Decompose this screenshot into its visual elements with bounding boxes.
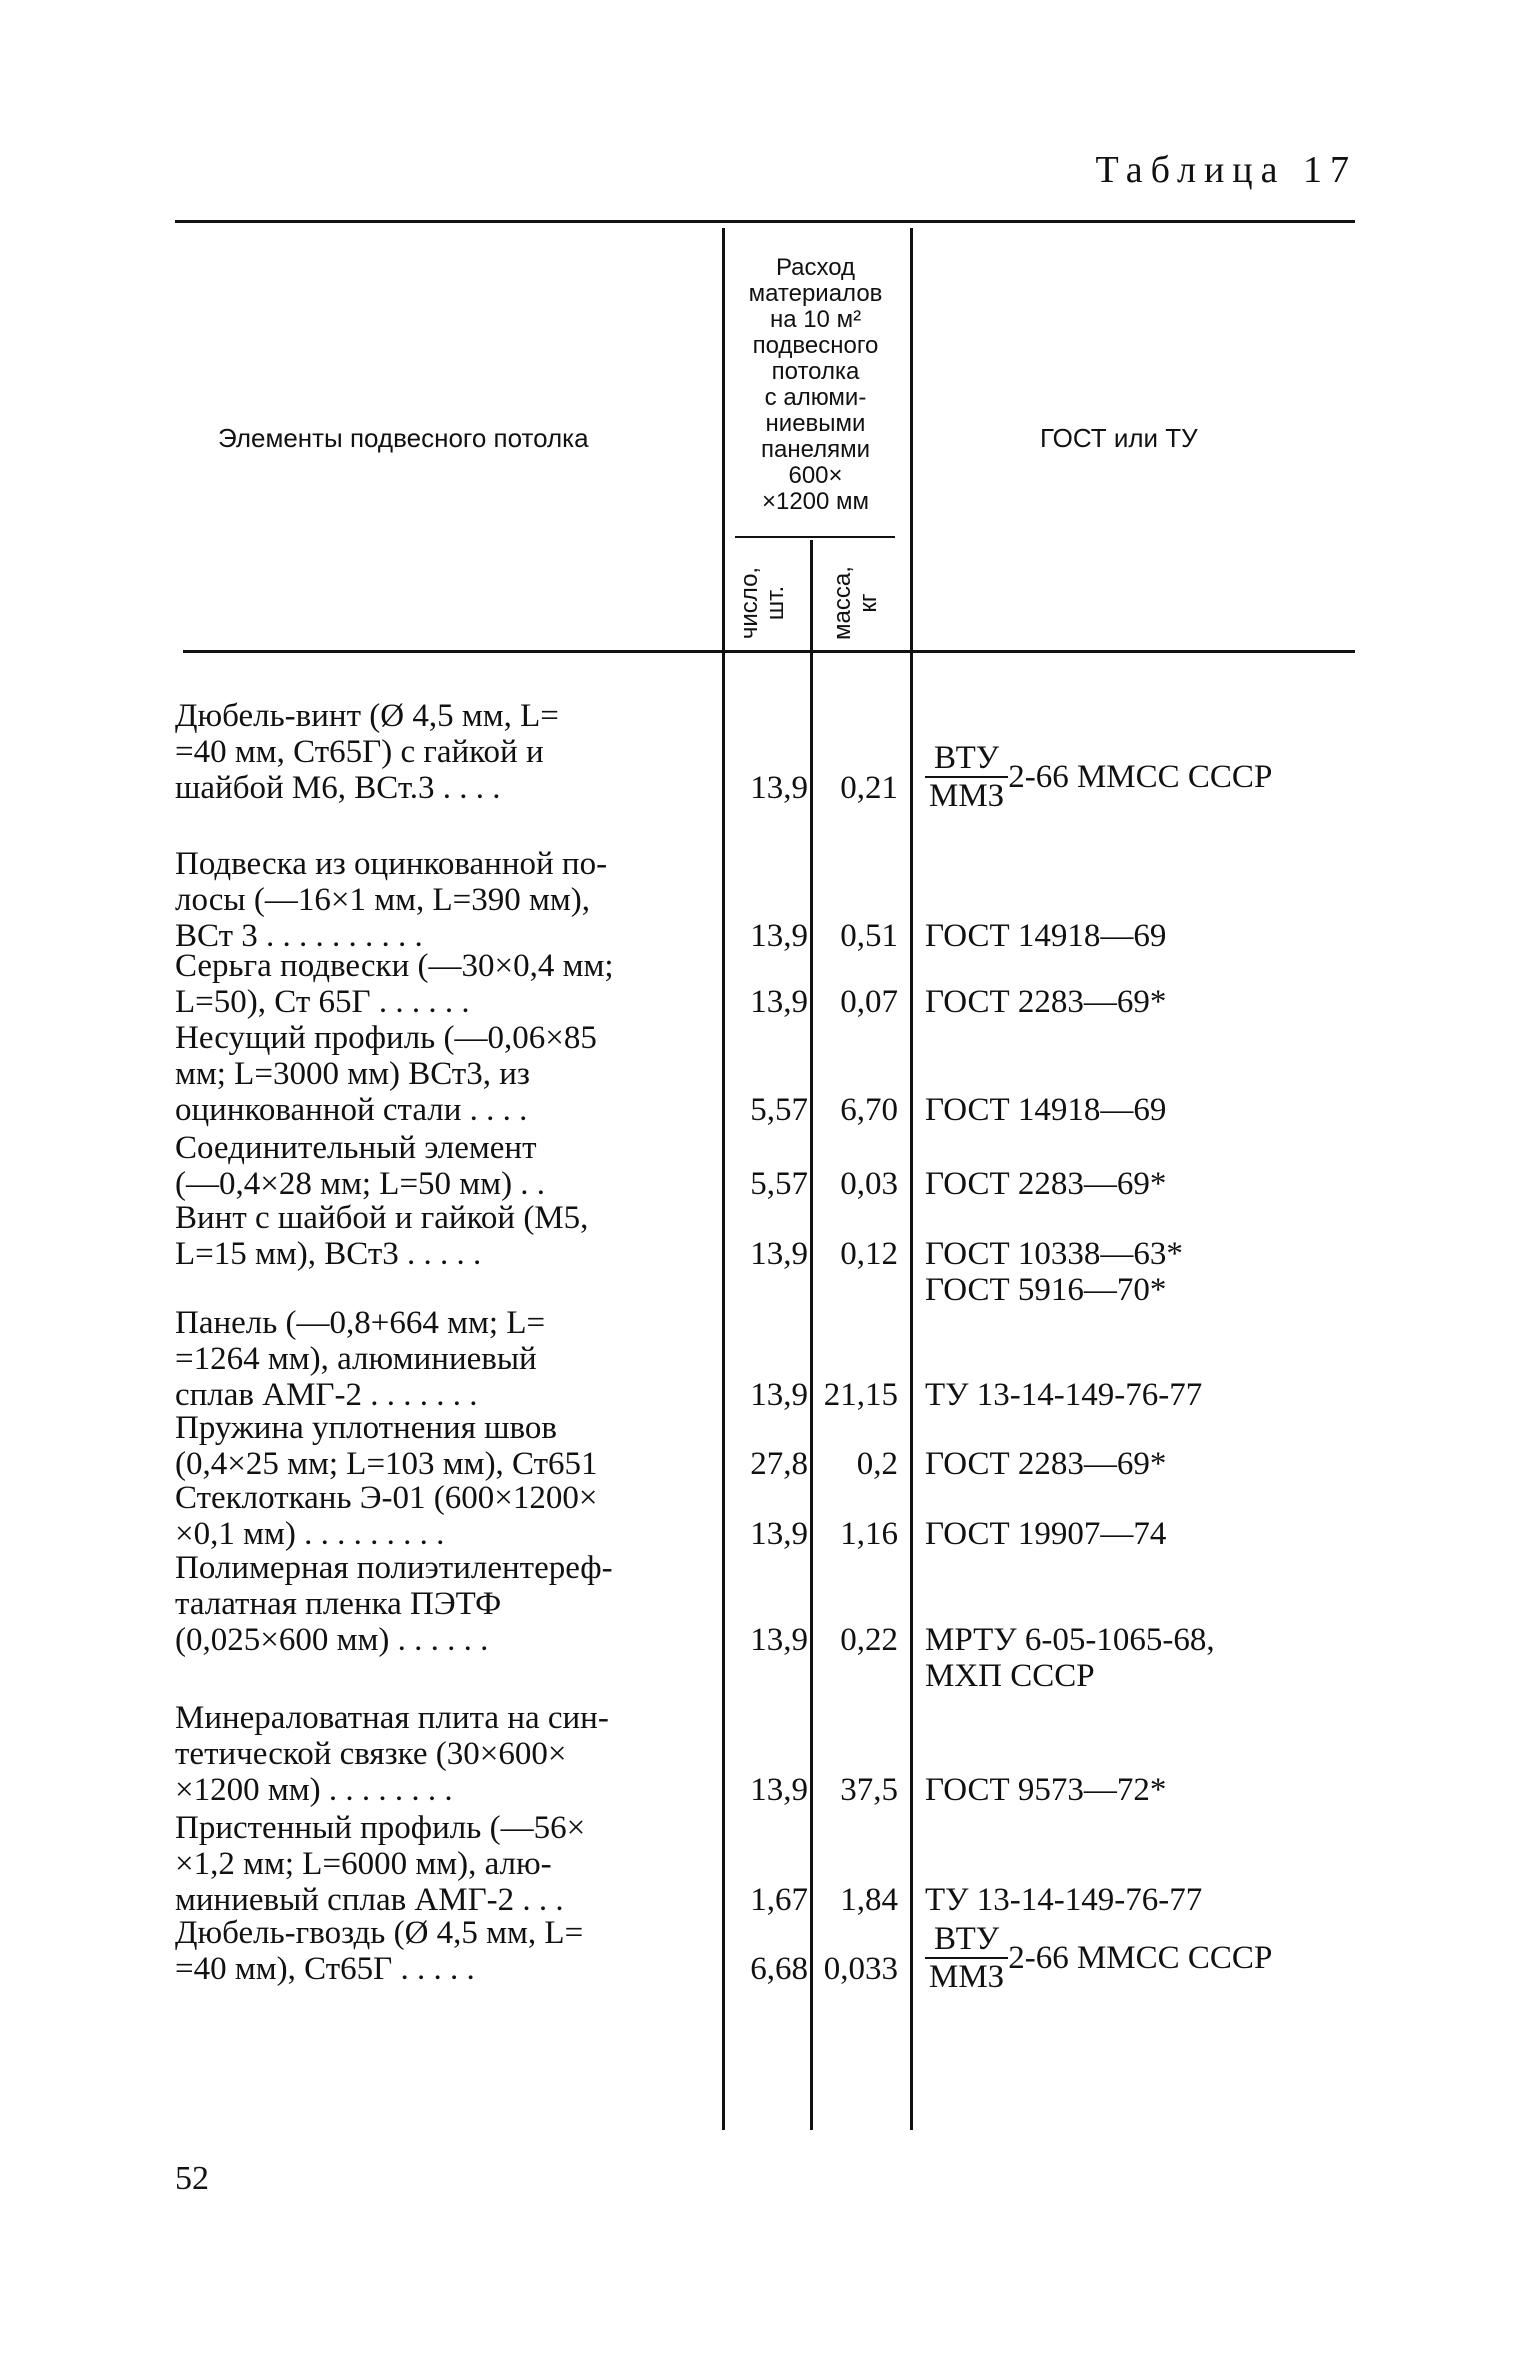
standard-cell	[925, 1622, 1215, 1694]
standard-rest: 2-66 ММСС СССР	[1008, 1940, 1273, 1976]
element-name-line: миниевый сплав АМГ-2 . . .	[175, 1882, 564, 1918]
header-standard: ГОСТ или ТУ	[1040, 423, 1198, 453]
quantity-cell: 27,8	[750, 1446, 808, 1482]
mass-cell: 0,51	[840, 918, 898, 954]
element-name-line: Минераловатная плита на син-	[175, 1700, 609, 1736]
quantity-cell: 5,57	[750, 1166, 808, 1202]
column-divider-3	[910, 228, 913, 2130]
standard-line: МХП СССР	[925, 1658, 1095, 1694]
element-name	[175, 1550, 715, 1658]
element-name-line: =40 мм, Ст65Г) с гайкой и	[175, 734, 544, 770]
fraction-denominator: ММЗ	[929, 778, 1005, 814]
quantity-cell: 6,68	[750, 1951, 808, 1987]
mass-cell: 0,2	[856, 1446, 898, 1482]
header-consumption-line: материалов	[748, 280, 883, 307]
standard-cell	[925, 1377, 1202, 1413]
element-name-line: мм; L=3000 мм) ВСт3, из	[175, 1056, 530, 1092]
element-name	[175, 1410, 715, 1482]
header-consumption-line: с алюми-	[764, 384, 867, 411]
element-name	[175, 1915, 715, 1987]
standard-cell	[925, 918, 1166, 954]
standard-line: ГОСТ 5916—70*	[925, 1272, 1167, 1308]
element-name-line: L=15 мм), ВСт3 . . . . .	[175, 1236, 482, 1272]
element-name	[175, 1810, 715, 1918]
standard-line: ГОСТ 14918—69	[925, 918, 1167, 954]
column-divider-2	[810, 540, 813, 2130]
standard-rest: 2-66 ММСС СССР	[1008, 759, 1273, 795]
standard-line: ГОСТ 14918—69	[925, 1092, 1167, 1128]
standard-cell	[925, 1166, 1166, 1202]
element-name-line: Дюбель-винт (Ø 4,5 мм, L=	[175, 698, 559, 734]
element-name-line: Стеклоткань Э-01 (600×1200×	[175, 1480, 598, 1516]
element-name-line: Пристенный профиль (—56×	[175, 1810, 586, 1846]
element-name-line: =40 мм), Ст65Г . . . . .	[175, 1951, 475, 1987]
quantity-cell: 13,9	[750, 1772, 808, 1808]
quantity-cell: 13,9	[750, 1622, 808, 1658]
fraction-numerator: ВТУ	[925, 1921, 1008, 1959]
standard-cell	[925, 984, 1166, 1020]
mass-cell: 0,21	[840, 770, 898, 806]
mass-cell: 0,22	[840, 1622, 898, 1658]
header-elements: Элементы подвесного потолка	[218, 423, 589, 453]
element-name-line: ×0,1 мм) . . . . . . . . .	[175, 1516, 445, 1552]
element-name-line: тетической связке (30×600×	[175, 1736, 567, 1772]
fraction-denominator: ММЗ	[929, 1959, 1005, 1995]
subheader-rule	[735, 536, 895, 538]
element-name-line: оцинкованной стали . . . .	[175, 1092, 528, 1128]
header-consumption-line: Расход	[775, 254, 856, 281]
standard-line: ГОСТ 2283—69*	[925, 1446, 1167, 1482]
element-name-line: ×1200 мм) . . . . . . . .	[175, 1772, 453, 1808]
standard-line: ГОСТ 2283—69*	[925, 1166, 1167, 1202]
element-name	[175, 1020, 715, 1128]
element-name-line: Подвеска из оцинкованной по-	[175, 846, 608, 882]
mass-cell: 1,84	[840, 1882, 898, 1918]
element-name-line: ВСт 3 . . . . . . . . . .	[175, 918, 423, 954]
element-name-line: лосы (—16×1 мм, L=390 мм),	[175, 882, 590, 918]
mass-cell: 0,07	[840, 984, 898, 1020]
header-mass: масса, кг	[829, 566, 882, 640]
element-name	[175, 1305, 715, 1413]
element-name-line: L=50), Ст 65Г . . . . . .	[175, 984, 470, 1020]
element-name-line: Несущий профиль (—0,06×85	[175, 1020, 597, 1056]
standard-cell	[925, 1236, 1183, 1308]
quantity-cell: 13,9	[750, 1236, 808, 1272]
element-name	[175, 1130, 715, 1202]
standard-line: ГОСТ 19907—74	[925, 1516, 1167, 1552]
standard-fraction	[925, 1921, 1008, 1995]
element-name-line: =1264 мм), алюминиевый	[175, 1341, 537, 1377]
quantity-cell: 1,67	[750, 1882, 808, 1918]
element-name	[175, 948, 715, 1020]
element-name	[175, 1480, 715, 1552]
standard-cell	[925, 1446, 1166, 1482]
quantity-cell: 13,9	[750, 918, 808, 954]
element-name-line: Пружина уплотнения швов	[175, 1410, 557, 1446]
standard-line: ГОСТ 10338—63*	[925, 1236, 1183, 1272]
element-name-line: Панель (—0,8+664 мм; L=	[175, 1305, 546, 1341]
element-name-line: шайбой М6, ВСт.3 . . . .	[175, 770, 501, 806]
standard-line: МРТУ 6-05-1065-68,	[925, 1622, 1215, 1658]
header-consumption-line: ×1200 мм	[761, 488, 870, 515]
element-name-line: сплав АМГ-2 . . . . . . .	[175, 1377, 478, 1413]
mass-cell: 0,03	[840, 1166, 898, 1202]
standard-cell	[925, 1882, 1202, 1918]
element-name	[175, 1200, 715, 1272]
standard-fraction	[925, 740, 1008, 814]
element-name-line: талатная пленка ПЭТФ	[175, 1586, 502, 1622]
element-name-line: (0,4×25 мм; L=103 мм), Ст651	[175, 1446, 598, 1482]
element-name-line: (—0,4×28 мм; L=50 мм) . .	[175, 1166, 546, 1202]
element-name-line: Дюбель-гвоздь (Ø 4,5 мм, L=	[175, 1915, 584, 1951]
header-consumption-line: ниевыми	[765, 410, 866, 437]
header-consumption-line: 600×	[788, 462, 843, 489]
element-name-line: (0,025×600 мм) . . . . . .	[175, 1622, 489, 1658]
mass-cell: 1,16	[840, 1516, 898, 1552]
mass-cell: 6,70	[840, 1092, 898, 1128]
fraction-numerator: ВТУ	[925, 740, 1008, 778]
top-rule	[175, 220, 1355, 223]
header-count: число, шт.	[736, 566, 789, 640]
element-name-line: Соединительный элемент	[175, 1130, 537, 1166]
quantity-cell: 13,9	[750, 1516, 808, 1552]
header-consumption	[728, 255, 903, 515]
element-name	[175, 1700, 715, 1808]
quantity-cell: 13,9	[750, 1377, 808, 1413]
header-consumption-line: подвесного	[752, 332, 879, 359]
element-name-line: Полимерная полиэтилентереф-	[175, 1550, 613, 1586]
standard-cell	[925, 1921, 1272, 1995]
element-name-line: ×1,2 мм; L=6000 мм), алю-	[175, 1846, 552, 1882]
mass-cell: 21,15	[823, 1377, 898, 1413]
standard-cell	[925, 740, 1272, 814]
table-title: Таблица 17	[1095, 149, 1357, 191]
quantity-cell: 5,57	[750, 1092, 808, 1128]
mass-cell: 0,12	[840, 1236, 898, 1272]
element-name-line: Серьга подвески (—30×0,4 мм;	[175, 948, 614, 984]
column-divider-1	[722, 228, 725, 2130]
element-name	[175, 846, 715, 954]
standard-line: ГОСТ 9573—72*	[925, 1772, 1167, 1808]
element-name-line: Винт с шайбой и гайкой (М5,	[175, 1200, 589, 1236]
element-name	[175, 698, 715, 806]
quantity-cell: 13,9	[750, 770, 808, 806]
standard-cell	[925, 1092, 1166, 1128]
header-consumption-line: панелями	[760, 436, 871, 463]
mass-cell: 37,5	[840, 1772, 898, 1808]
standard-line: ТУ 13-14-149-76-77	[925, 1882, 1203, 1918]
page-number: 52	[175, 2160, 209, 2197]
header-consumption-line: на 10 м²	[769, 306, 862, 333]
standard-cell	[925, 1772, 1166, 1808]
header-consumption-line: потолка	[771, 358, 860, 385]
quantity-cell: 13,9	[750, 984, 808, 1020]
standard-cell	[925, 1516, 1166, 1552]
mass-cell: 0,033	[823, 1951, 898, 1987]
standard-line: ГОСТ 2283—69*	[925, 984, 1167, 1020]
standard-line: ТУ 13-14-149-76-77	[925, 1377, 1203, 1413]
